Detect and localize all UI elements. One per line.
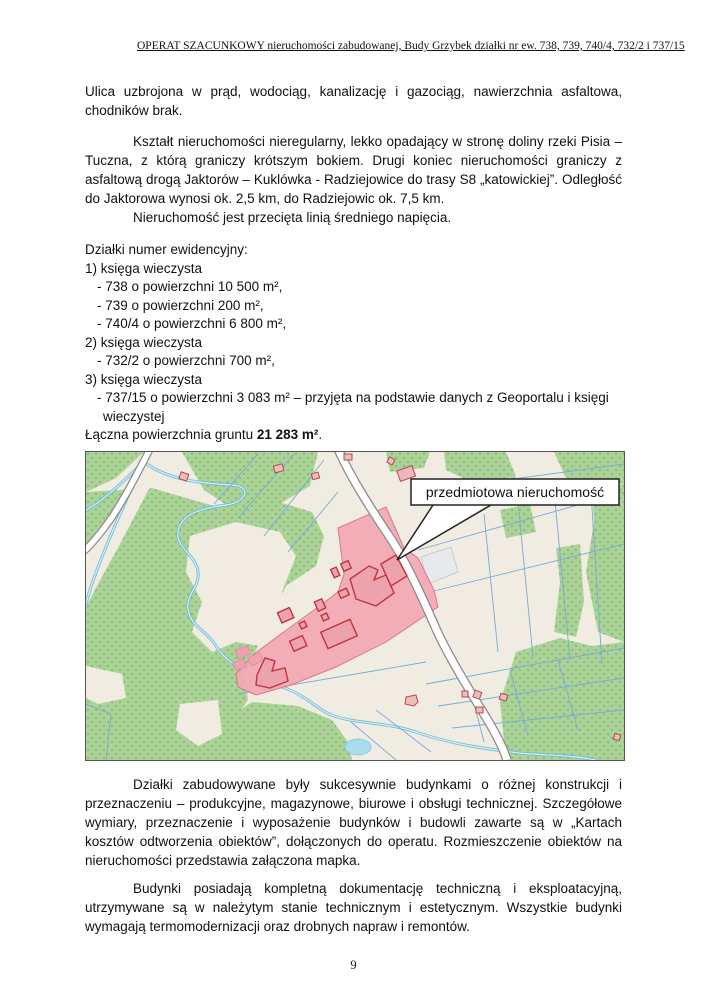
total-area-suffix: .	[318, 427, 323, 442]
plot-list-item: 3) księga wieczysta	[85, 371, 203, 387]
plot-list-intro: Działki numer ewidencyjny:	[85, 242, 248, 257]
paragraph-buildings-development: Działki zabudowywane były sukcesywnie budynkami o różnej konstrukcji i przeznaczeniu – produkcyjne, magazynowe, biurowe i obsługi technicznej. Szczegółowe wymiary, przeznaczenie i wyposażenie budynków i budowli zawarte są w „Kartach kosztów odtworzenia obiektów”, dołączonych do operatu. Rozmieszczenie obiektów na nieruchomości przedstawia załączona mapka.	[85, 776, 622, 868]
total-area-prefix: Łączna powierzchnia gruntu	[85, 427, 257, 442]
page-number: 9	[350, 957, 357, 972]
pond	[345, 739, 371, 755]
total-area-value: 21 283 m²	[256, 427, 319, 442]
plot-list-item: - 738 o powierzchni 10 500 m²,	[97, 279, 283, 294]
cadastral-map	[85, 451, 625, 761]
total-area-line	[85, 426, 622, 445]
paragraph-power-line: Nieruchomość jest przecięta linią średniego napięcia.	[133, 210, 452, 225]
page-header	[85, 36, 685, 54]
callout-label: przedmiotowa nieruchomość	[425, 483, 605, 500]
plot-list-item: - 740/4 o powierzchni 6 800 m²,	[97, 316, 287, 331]
plot-list-item: 2) księga wieczysta	[85, 334, 203, 350]
plot-list-item: 1) księga wieczysta	[85, 260, 203, 276]
plot-list-item: - 737/15 o powierzchni 3 083 m² – przyjęta na podstawie danych z Geoportalu i księgi wieczystej	[97, 390, 609, 424]
paragraph-street-utilities: Ulica uzbrojona w prąd, wodociąg, kanalizację i gazociąg, nawierzchnia asfaltowa, chodników brak.	[85, 84, 622, 118]
document-title: OPERAT SZACUNKOWY nieruchomości zabudowanej, Budy Grzybek działki nr ew. 738, 739, 740/4, 732/2 i 737/15	[137, 40, 685, 52]
plot-list-item: - 739 o powierzchni 200 m²,	[97, 297, 264, 313]
paragraph-shape: Kształt nieruchomości nieregularny, lekko opadający w stronę doliny rzeki Pisia – Tuczna, z którą graniczy krótszym bokiem. Drugi koniec nieruchomości graniczy z asfaltową drogą Jaktorów – Kuklówka - Radziejowice do trasy S8 „katowickiej”. Odległość do Jaktorowa wynosi ok. 2,5 km, do Radziejowic ok. 7,5 km.	[85, 134, 622, 206]
paragraph-buildings-condition: Budynki posiadają kompletną dokumentację techniczną i eksploatacyjną, utrzymywane są w należytym stanie technicznym i estetycznym. Wszystkie budynki wymagają termomodernizacji oraz drobnych napraw i remontów.	[85, 880, 622, 934]
plot-list-item: - 732/2 o powierzchni 700 m²,	[97, 353, 275, 368]
plot-list	[85, 241, 622, 445]
cadastral-map-svg	[86, 452, 624, 760]
